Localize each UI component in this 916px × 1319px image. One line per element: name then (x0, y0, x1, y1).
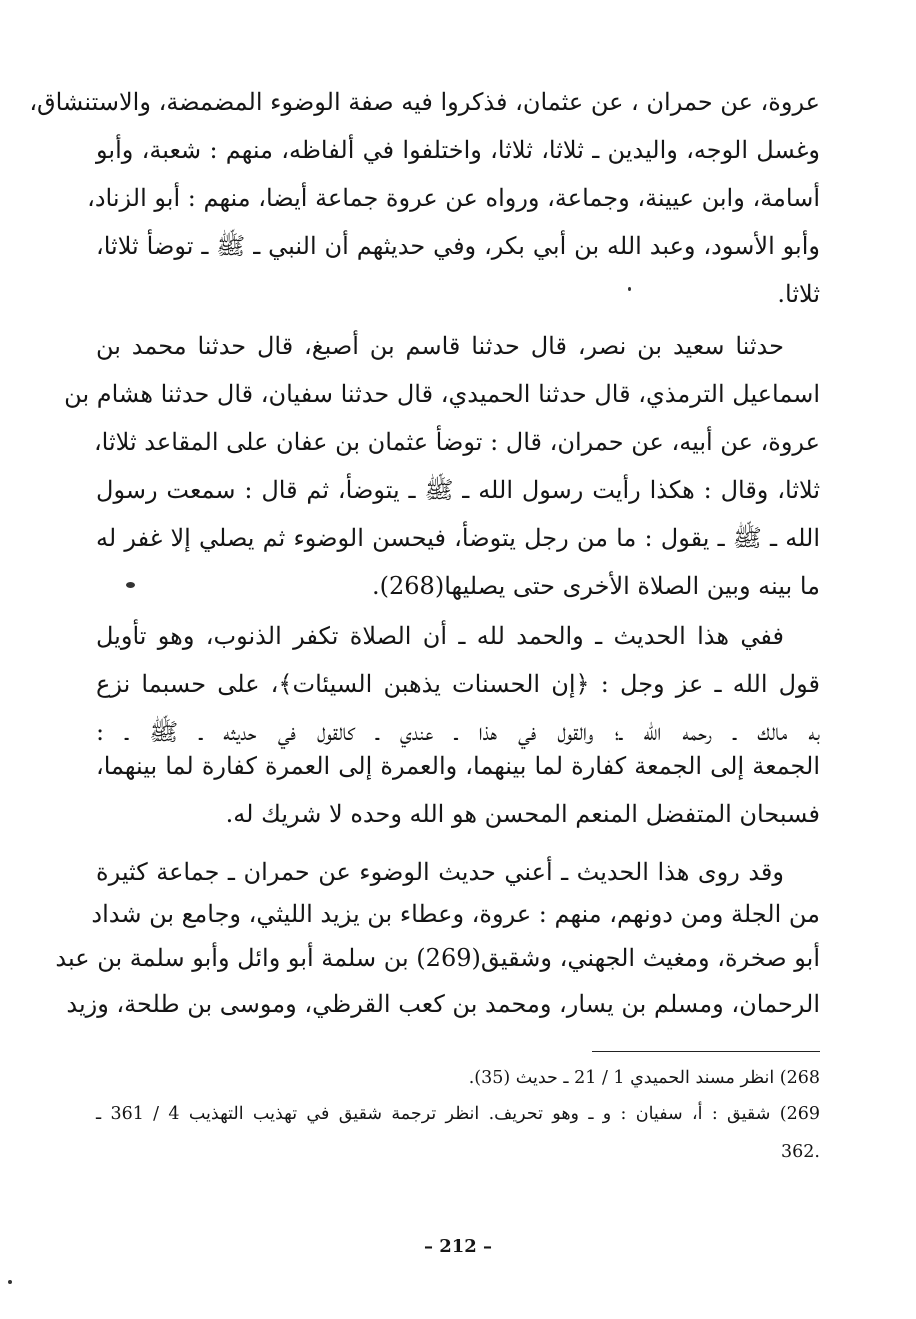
scan-speck (8, 1280, 12, 1284)
body-line: ثلاثا. (777, 280, 820, 308)
body-line: عروة، عن أبيه، عن حمران، قال : توضأ عثمان بن عفان على المقاعد ثلاثا، (93, 428, 820, 456)
page-number: – 212 – (423, 1236, 493, 1257)
body-line: الرحمان، ومسلم بن يسار، ومحمد بن كعب القرظي، وموسى بن طلحة، وزيد (66, 990, 820, 1018)
scan-speck (628, 287, 631, 291)
body-line: ففي هذا الحديث ـ والحمد لله ـ أن الصلاة تكفر الذنوب، وهو تأويل (96, 622, 784, 650)
body-line: فسبحان المتفضل المنعم المحسن هو الله وحده لا شريك له. (225, 800, 820, 828)
scan-speck (126, 582, 135, 588)
body-line: الجمعة إلى الجمعة كفارة لما بينهما، والعمرة إلى العمرة كفارة لما بينهما، (96, 752, 821, 780)
body-line: به مالك ـ رحمه الله ـ؛ والقول في هذا ـ عندي ـ كالقول في حديثه ـ ﷺ ـ : (96, 718, 820, 746)
footnote-268: 268) انظر مسند الحميدي 1 / 21 ـ حديث (35). (468, 1068, 820, 1088)
footnote-269-continuation: .362 (781, 1142, 820, 1162)
body-line: أسامة، وابن عيينة، وجماعة، ورواه عن عروة جماعة أيضا، منهم : أبو الزناد، (87, 184, 820, 212)
footnote-269: 269) شقيق : أ، سفيان : و ـ وهو تحريف. انظر ترجمة شقيق في تهذيب التهذيب 4 / 361 ـ (96, 1104, 820, 1124)
body-line: حدثنا سعيد بن نصر، قال حدثنا قاسم بن أصبغ، قال حدثنا محمد بن (96, 332, 784, 360)
body-line: وغسل الوجه، واليدين ـ ثلاثا، ثلاثا، واختلفوا في ألفاظه، منهم : شعبة، وأبو (96, 136, 820, 164)
body-line: قول الله ـ عز وجل : ﴿إن الحسنات يذهبن السيئات﴾، على حسبما نزع (96, 670, 820, 698)
body-line: وقد روى هذا الحديث ـ أعني حديث الوضوء عن حمران ـ جماعة كثيرة (96, 858, 784, 886)
footnote-rule (592, 1051, 820, 1052)
body-line: أبو صخرة، ومغيث الجهني، وشقيق(269) بن سلمة أبو وائل وأبو سلمة بن عبد (55, 944, 820, 972)
body-line: عروة، عن حمران ، عن عثمان، فذكروا فيه صفة الوضوء المضمضة، والاستنشاق، (29, 88, 820, 116)
body-line: اسماعيل الترمذي، قال حدثنا الحميدي، قال حدثنا سفيان، قال حدثنا هشام بن (64, 380, 820, 408)
body-line: وأبو الأسود، وعبد الله بن أبي بكر، وفي حديثهم أن النبي ـ ﷺ ـ توضأ ثلاثا، (96, 232, 820, 260)
body-line: الله ـ ﷺ ـ يقول : ما من رجل يتوضأ، فيحسن الوضوء ثم يصلي إلا غفر له (96, 524, 820, 552)
body-line: من الجلة ومن دونهم، منهم : عروة، وعطاء بن يزيد الليثي، وجامع بن شداد (91, 900, 820, 928)
body-line: ما بينه وبين الصلاة الأخرى حتى يصليها(268). (372, 572, 820, 600)
body-line: ثلاثا، وقال : هكذا رأيت رسول الله ـ ﷺ ـ يتوضأ، ثم قال : سمعت رسول (96, 476, 821, 504)
